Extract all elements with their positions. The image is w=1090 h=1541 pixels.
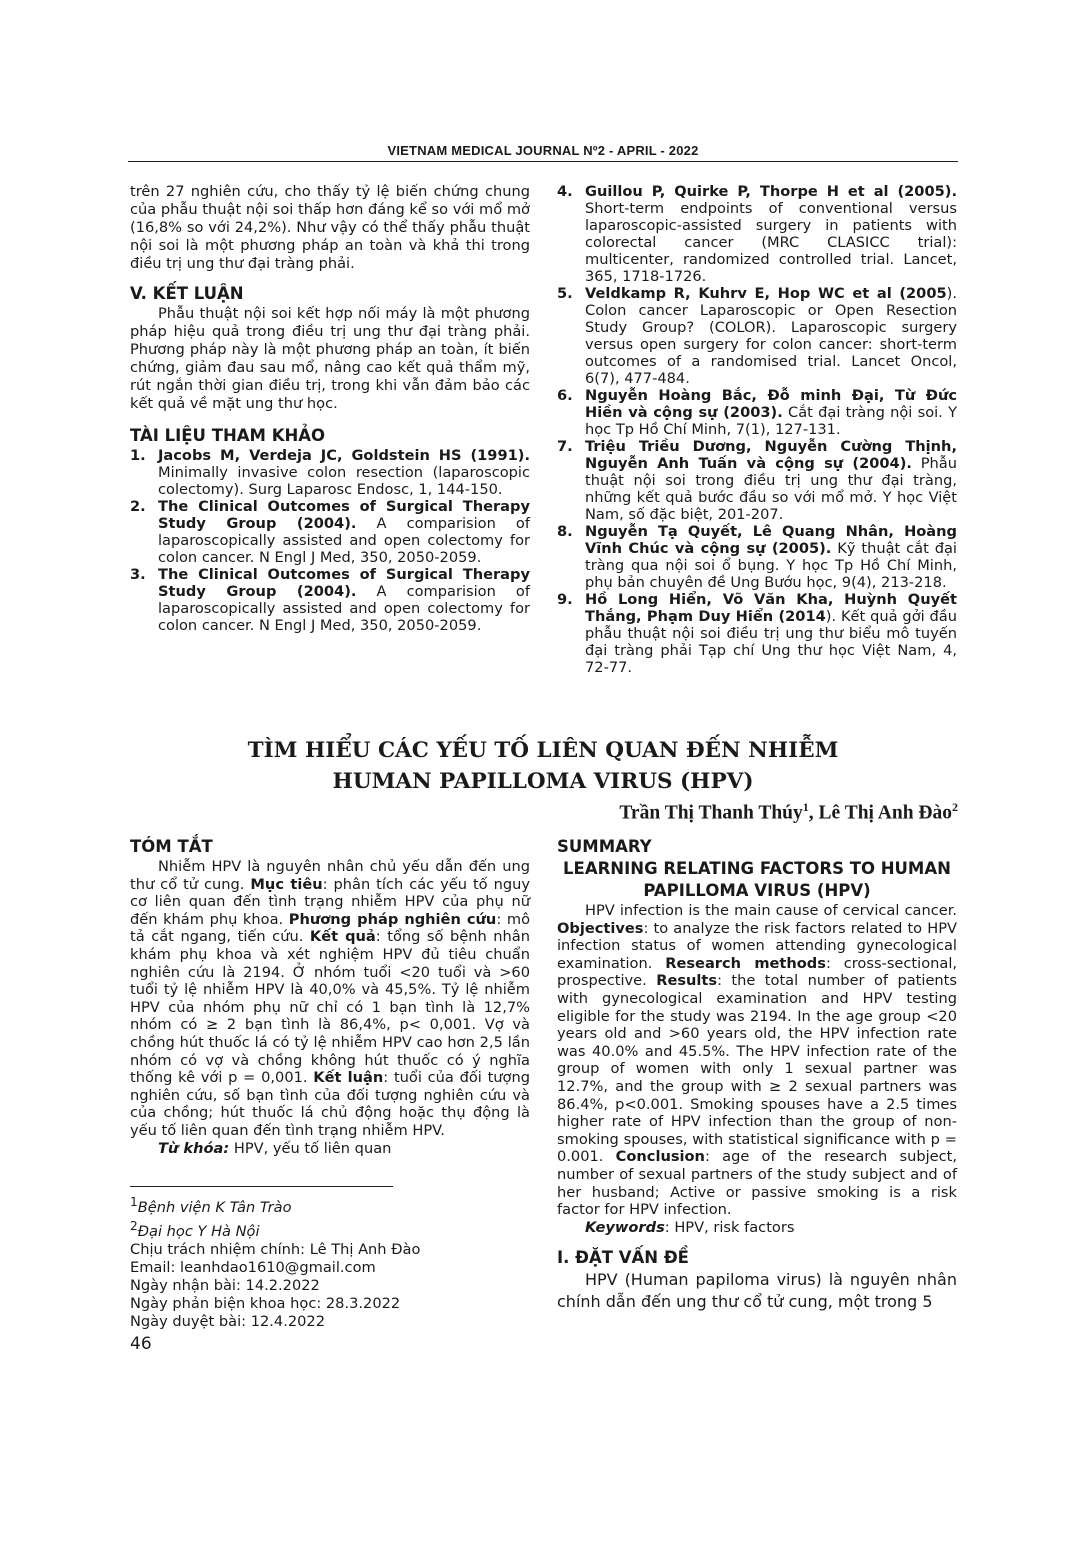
article-title: [128, 735, 958, 797]
abstract-intro: Nhiễm HPV là nguyên nhân chủ yếu dẫn đến ung thư cổ tử cung.: [130, 858, 530, 893]
reference-number: 3.: [130, 566, 146, 583]
keywords-en: [557, 1219, 957, 1237]
text-method: : mô tả cắt ngang, tiến cứu.: [130, 910, 530, 946]
intro-text: HPV (Human papiloma virus) là nguyên nhân chính dẫn đến ung thư cổ tử cung, một trong 5: [557, 1269, 957, 1311]
right-column-top: [557, 183, 957, 676]
reference-text: Phẫu thuật nội soi trong điều trị ung thư đại tràng, những kết quả bước đầu so với mổ mở. Y học Việt Nam, số đặc biệt, 201-207.: [585, 455, 957, 523]
reference-item: [130, 566, 530, 634]
author-separator: ,: [808, 802, 819, 824]
label-objective: Mục tiêu: [250, 875, 323, 893]
summary-heading: SUMMARY: [557, 837, 652, 856]
affil-1: Bệnh viện K Tân Trào: [137, 1198, 292, 1216]
summary-en: [557, 836, 957, 1313]
text-conclusion: : tuổi của đối tượng nghiên cứu, số bạn tình của đối tượng nghiên cứu và của chồng; hút thuốc lá chủ động hoặc thụ động là yếu tố liên quan đến tình trạng nhiễm HPV.: [130, 1069, 530, 1139]
author-1-affil: 1: [802, 800, 809, 814]
affil-2-mark: 2: [130, 1218, 138, 1233]
label-conclusion-en: Conclusion: [615, 1148, 705, 1166]
text-keywords-en: : HPV, risk factors: [664, 1218, 795, 1236]
reference-text: Kỹ thuật cắt đại tràng qua nội soi ổ bụng. Y học Tp Hồ Chí Minh, phụ bản chuyên đề Ung Bướu học, 9(4), 213-218.: [585, 540, 957, 591]
affil-1-mark: 1: [130, 1195, 138, 1209]
label-result: Kết quả: [309, 928, 376, 946]
reference-authors: Veldkamp R, Kuhrv E, Hop WC et al (2005: [585, 285, 947, 302]
reference-authors: Jacobs M, Verdeja JC, Goldstein HS (1991).: [158, 447, 530, 464]
summary-title: LEARNING RELATING FACTORS TO HUMAN PAPILLOMA VIRUS (HPV): [563, 859, 951, 900]
label-conclusion: Kết luận: [313, 1069, 384, 1087]
page-number: 46: [130, 1334, 152, 1354]
affil-2: Đại học Y Hà Nội: [137, 1222, 260, 1240]
journal-header: VIETNAM MEDICAL JOURNAL Nº2 - APRIL - 2022: [387, 143, 699, 158]
reference-text: Short-term endpoints of conventional versus laparoscopic-assisted surgery in patients with colorectal cancer (MRC CLASICC trial): multicenter, randomized controlled trial. Lancet, 365, 1718-1726.: [585, 200, 957, 285]
text-conclusion-en: : age of the research subject, number of sexual partners of the study subject and of her husband; Active or passive smoking is a risk factor for HPV infection.: [557, 1148, 957, 1219]
reference-item: [557, 523, 957, 591]
title-line-1: TÌM HIỂU CÁC YẾU TỐ LIÊN QUAN ĐẾN NHIỄM: [247, 738, 839, 763]
abstract-heading: TÓM TẮT: [130, 837, 213, 856]
reference-authors: The Clinical Outcomes of Surgical Therapy Study Group (2004).: [158, 566, 530, 600]
reference-text: A comparision of laparoscopically assisted and open colectomy for colon cancer. N Engl J Med, 350, 2050-2059.: [158, 583, 531, 634]
reference-item: [557, 183, 957, 285]
reference-item: [557, 591, 957, 676]
date-reviewed: Ngày phản biện khoa học: 28.3.2022: [130, 1294, 401, 1312]
header-rule: [128, 161, 958, 162]
label-keywords: Từ khóa:: [158, 1139, 230, 1157]
reference-authors: Guillou P, Quirke P, Thorpe H et al (2005).: [585, 183, 957, 200]
reference-number: 7.: [557, 438, 573, 455]
keywords-vi: [130, 1140, 530, 1158]
label-objectives: Objectives: [557, 919, 644, 937]
text-result: : tổng số bệnh nhân khám phụ khoa và xét nghiệm HPV đủ tiêu chuẩn nghiên cứu là 2194. Ở nhóm tuổi <20 tuổi và >60 tuổi tỷ lệ nhiễm HPV là 40,0% và 45,5%. Tỷ lệ nhiễm HPV của nhóm phụ nữ chỉ có 1 bạn tình là 12,7% nhóm có ≥ 2 bạn tình là 86,4%, p< 0,001. Vợ và chồng hút thuốc lá có tỷ lệ nhiễm HPV cao hơn 2,5 lần nhóm có vợ và chồng không hút thuốc có ý nghĩa thống kê với p = 0,001.: [130, 928, 530, 1087]
text-methods: : cross-sectional, prospective.: [557, 954, 958, 990]
abstract-vi: [130, 836, 530, 1158]
reference-number: 2.: [130, 498, 146, 515]
author-2-affil: 2: [952, 800, 958, 814]
reference-number: 4.: [557, 183, 573, 200]
text-results: : the total number of patients with gynecological examination and HPV testing eligible for the study was 2194. In the age group <20 years old and >60 years old, the HPV infection rate was 40.0% and 45.5%. The HPV infection rate of the group of women with only 1 sexual partner was 12.7%, and the group with ≥ 2 sexual partners was 86.4%, p<0.001. Smoking spouses have a 2.5 times higher rate of HPV infection than the group of non-smoking spouses, with statistical significance with p = 0.001.: [557, 972, 957, 1166]
reference-text: Minimally invasive colon resection (laparoscopic colectomy). Surg Laparosc Endosc, 1, 144-150.: [158, 464, 530, 498]
reference-list-right: [557, 183, 957, 676]
reference-authors: The Clinical Outcomes of Surgical Therapy Study Group (2004).: [158, 498, 530, 532]
reference-text: A comparision of laparoscopically assisted and open colectomy for colon cancer. N Engl J Med, 350, 2050-2059.: [158, 515, 531, 566]
date-received: Ngày nhận bài: 14.2.2022: [130, 1276, 320, 1294]
reference-item: [130, 447, 530, 498]
label-results: Results: [656, 972, 718, 990]
reference-authors: Nguyễn Hoàng Bắc, Đỗ minh Đại, Từ Đức Hiền và cộng sự (2003).: [585, 387, 957, 421]
text-objective: : phân tích các yếu tố nguy cơ liên quan đến tình trạng nhiễm HPV của phụ nữ đến khám phụ khoa.: [130, 875, 530, 928]
author-2: Lê Thị Anh Đào: [818, 802, 952, 824]
reference-item: [130, 498, 530, 566]
label-methods: Research methods: [665, 954, 826, 972]
author-line: [619, 800, 958, 825]
reference-authors: Triệu Triều Dương, Nguyễn Cường Thịnh, Nguyễn Anh Tuấn và cộng sự (2004).: [585, 438, 957, 472]
summary-body: [557, 902, 957, 1219]
reference-list-left: [130, 447, 530, 634]
label-method: Phương pháp nghiên cứu: [288, 910, 497, 928]
label-keywords-en: Keywords: [585, 1218, 665, 1236]
reference-number: 8.: [557, 523, 573, 540]
reference-authors: Nguyễn Tạ Quyết, Lê Quang Nhân, Hoàng Vĩnh Chúc và cộng sự (2005).: [585, 523, 957, 557]
footnote-rule: [130, 1186, 393, 1187]
responsible-author: Chịu trách nhiệm chính: Lê Thị Anh Đào: [130, 1240, 421, 1258]
reference-number: 1.: [130, 447, 146, 464]
reference-item: [557, 438, 957, 523]
abstract-body: [130, 858, 530, 1140]
text-objectives: : to analyze the risk factors related to HPV infection status of women attending gynecological examination.: [557, 919, 957, 972]
reference-text: Cắt đại tràng nội soi. Y học Tp Hồ Chí Minh, 7(1), 127-131.: [585, 404, 957, 438]
author-1: Trần Thị Thanh Thúy: [619, 802, 803, 824]
intro-heading: I. ĐẶT VẤN ĐỀ: [557, 1247, 689, 1267]
conclusion-heading: V. KẾT LUẬN: [130, 284, 244, 303]
references-heading: TÀI LIỆU THAM KHẢO: [130, 426, 326, 445]
reference-item: [557, 285, 957, 387]
text-keywords: HPV, yếu tố liên quan: [229, 1139, 392, 1157]
contact-email: Email: leanhdao1610@gmail.com: [130, 1258, 376, 1276]
continued-paragraph: trên 27 nghiên cứu, cho thấy tỷ lệ biến chứng chung của phẫu thuật nội soi thấp hơn đáng kể so với mổ mở (16,8% so với 24,2%). Như vậy có thể thấy phẫu thuật nội soi là một phương pháp an toàn và khả thi trong điều trị ung thư đại tràng phải.: [130, 183, 530, 272]
footnotes: [130, 1193, 420, 1331]
date-accepted: Ngày duyệt bài: 12.4.2022: [130, 1312, 325, 1330]
reference-text: ). Colon cancer Laparoscopic or Open Resection Study Group? (COLOR). Laparoscopic surgery versus open surgery for colon cancer: short-term outcomes of a randomised trial. Lancet Oncol, 6(7), 477-484.: [585, 285, 957, 387]
left-column-top: [130, 183, 530, 634]
conclusion-text: Phẫu thuật nội soi kết hợp nối máy là một phương pháp hiệu quả trong điều trị ung thư đại tràng phải. Phương pháp này là một phương pháp an toàn, ít biến chứng, giảm đau sau mổ, nâng cao kết quả thẩm mỹ, rút ngắn thời gian điều trị, trong khi vẫn đảm bảo các kết quả về mặt ung thư học.: [130, 305, 530, 412]
reference-authors: Hồ Long Hiển, Võ Văn Kha, Huỳnh Quyết Thắng, Phạm Duy Hiển (2014: [585, 591, 957, 625]
reference-number: 6.: [557, 387, 573, 404]
reference-item: [557, 387, 957, 438]
reference-number: 5.: [557, 285, 573, 302]
title-line-2: HUMAN PAPILLOMA VIRUS (HPV): [332, 769, 754, 794]
summary-intro: HPV infection is the main cause of cervical cancer.: [585, 902, 957, 919]
reference-text: ). Kết quả gởi đầu phẫu thuật nội soi điều trị ung thư biểu mô tuyến đại tràng phải Tạp chí Ung thư học Việt Nam, 4, 72-77.: [585, 608, 957, 676]
reference-number: 9.: [557, 591, 573, 608]
